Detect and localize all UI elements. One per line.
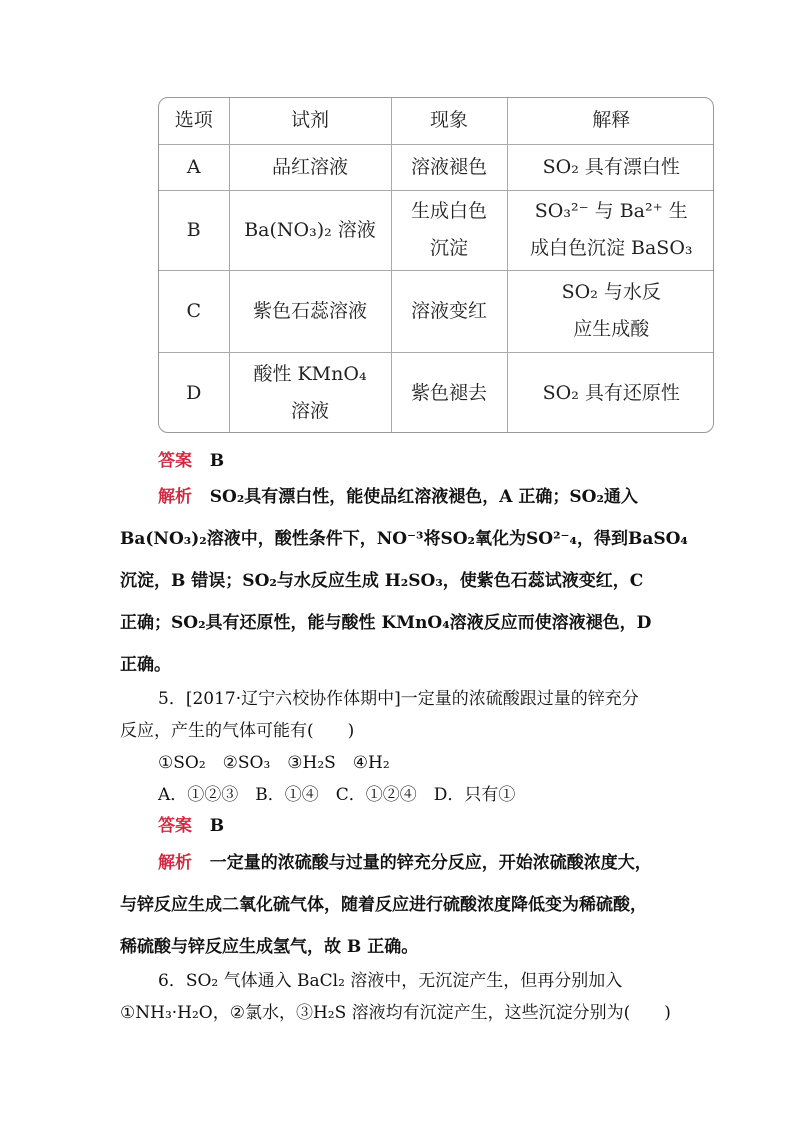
analysis-text: 一定量的浓硫酸与过量的锌充分反应，开始浓硫酸浓度大，	[209, 853, 652, 873]
table-header-row	[159, 98, 714, 144]
option-cell: C	[159, 270, 229, 352]
header-option: 选项	[159, 98, 229, 144]
analysis-label: 解析	[158, 487, 192, 507]
phenomenon-cell: 溶液变红	[391, 270, 507, 352]
table-row	[159, 270, 714, 352]
q5-stem-line-2: 反应，产生的气体可能有( )	[120, 721, 355, 741]
q5-analysis-line-1	[158, 848, 718, 873]
answer-label: 答案	[158, 451, 192, 471]
reagent-cell: Ba(NO₃)₂ 溶液	[229, 190, 391, 270]
reagent-cell	[229, 352, 391, 433]
q4-analysis-line-1	[158, 482, 718, 507]
q4-answer	[158, 446, 718, 471]
header-reagent: 试剂	[229, 98, 391, 144]
header-explanation: 解释	[507, 98, 714, 144]
q5-stem-line-1: 5．[2017·辽宁六校协作体期中]一定量的浓硫酸跟过量的锌充分	[158, 689, 639, 709]
q5-analysis-line-3: 稀硫酸与锌反应生成氢气，故 B 正确。	[120, 937, 419, 957]
reagent-cell: 紫色石蕊溶液	[229, 270, 391, 352]
phenomenon-cell: 溶液褪色	[391, 144, 507, 190]
analysis-text: SO₂具有漂白性，能使品红溶液褪色，A 正确；SO₂通入	[209, 487, 638, 507]
q4-analysis-line-3: 沉淀，B 错误；SO₂与水反应生成 H₂SO₃，使紫色石蕊试液变红，C	[120, 571, 644, 591]
explanation-cell	[507, 270, 714, 352]
explanation-line: 成白色沉淀 BaSO₃	[529, 237, 693, 259]
answer-label: 答案	[158, 816, 192, 836]
q4-analysis-line-5: 正确。	[120, 655, 171, 675]
q5-answer	[158, 811, 718, 836]
explanation-line: 应生成酸	[573, 318, 650, 340]
q5-choices: A．①②③ B．①④ C．①②④ D．只有①	[158, 785, 516, 805]
table-row	[159, 352, 714, 433]
analysis-label: 解析	[158, 853, 192, 873]
reagent-line: 酸性 KMnO₄	[253, 363, 367, 386]
answer-value: B	[209, 816, 225, 836]
reagent-line: 溶液	[290, 400, 329, 423]
q4-analysis-line-4: 正确；SO₂具有还原性，能与酸性 KMnO₄溶液反应而使溶液褪色，D	[120, 613, 652, 633]
q6-stem-line-1: 6．SO₂ 气体通入 BaCl₂ 溶液中，无沉淀产生，但再分别加入	[158, 971, 623, 991]
option-cell: D	[159, 352, 229, 433]
q4-analysis-line-2: Ba(NO₃)₂溶液中，酸性条件下，NO⁻³将SO₂氧化为SO²⁻₄，得到BaSO₄	[120, 529, 688, 549]
phenomenon-line: 沉淀	[429, 237, 468, 259]
answer-value: B	[209, 451, 225, 471]
header-phenomenon: 现象	[391, 98, 507, 144]
option-cell: B	[159, 190, 229, 270]
q5-items: ①SO₂ ②SO₃ ③H₂S ④H₂	[158, 753, 390, 773]
phenomenon-cell: 紫色褪去	[391, 352, 507, 433]
explanation-cell: SO₂ 具有还原性	[507, 352, 714, 433]
explanation-cell	[507, 190, 714, 270]
explanation-cell: SO₂ 具有漂白性	[507, 144, 714, 190]
table-row	[159, 144, 714, 190]
phenomenon-cell	[391, 190, 507, 270]
reagent-cell: 品红溶液	[229, 144, 391, 190]
q5-analysis-line-2: 与锌反应生成二氧化硫气体，随着反应进行硫酸浓度降低变为稀硫酸，	[120, 895, 647, 915]
explanation-line: SO₃²⁻ 与 Ba²⁺ 生	[534, 200, 688, 222]
options-table	[158, 97, 714, 433]
q6-stem-line-2: ①NH₃·H₂O，②氯水，③H₂S 溶液均有沉淀产生，这些沉淀分别为( )	[120, 1003, 671, 1023]
phenomenon-line: 生成白色	[410, 200, 487, 222]
option-cell: A	[159, 144, 229, 190]
table-row	[159, 190, 714, 270]
explanation-line: SO₂ 与水反	[561, 281, 661, 303]
